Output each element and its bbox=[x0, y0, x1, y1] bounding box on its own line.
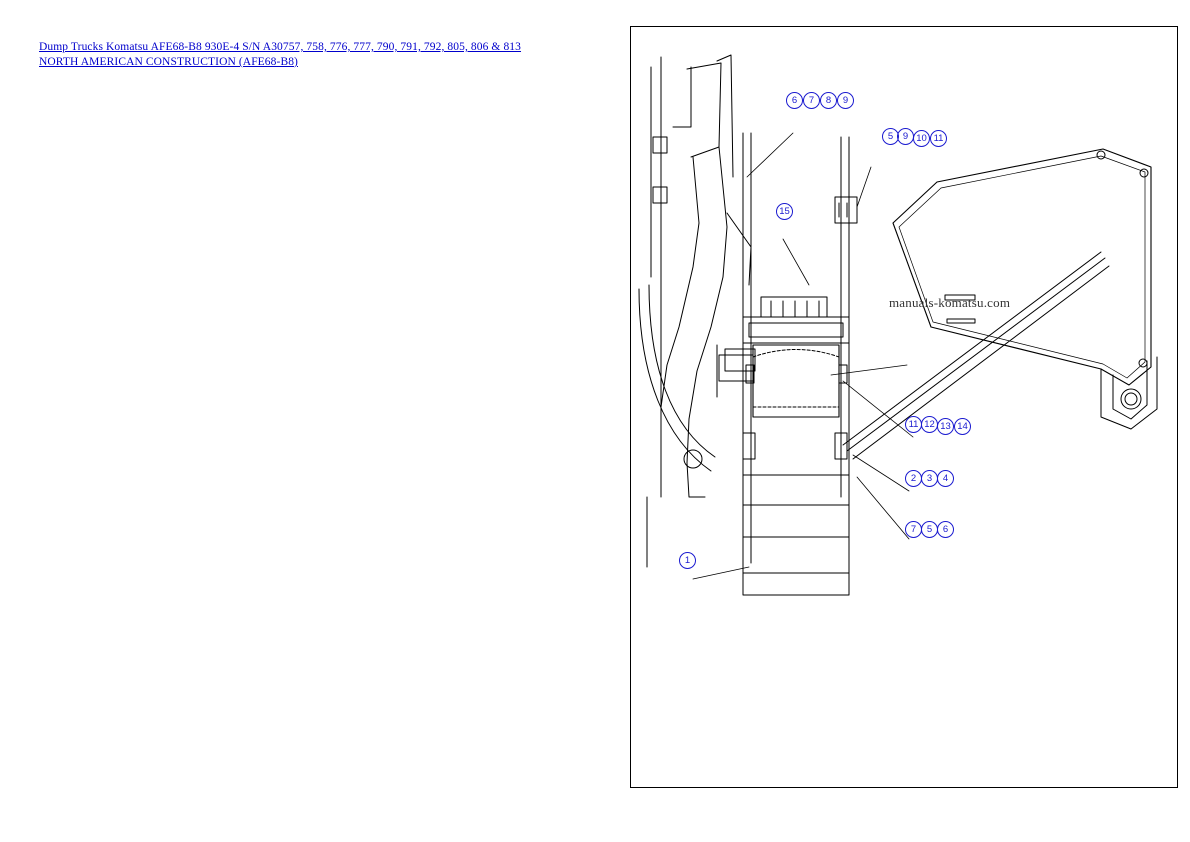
callout-bubble: 5 bbox=[882, 128, 899, 145]
watermark: manuals-komatsu.com bbox=[889, 295, 1011, 310]
left-panel bbox=[39, 20, 559, 430]
callout-bubble: 6 bbox=[937, 521, 954, 538]
callout-bubble: 6 bbox=[786, 92, 803, 109]
callout-bubble: 7 bbox=[803, 92, 820, 109]
callout-bubble: 5 bbox=[921, 521, 938, 538]
callout-bubble: 7 bbox=[905, 521, 922, 538]
callout-bubble: 11 bbox=[930, 130, 947, 147]
callout-bubble: 9 bbox=[837, 92, 854, 109]
document-title-link[interactable]: Dump Trucks Komatsu AFE68-B8 930E-4 S/N A30757, 758, 776, 777, 790, 791, 792, 805, 806 & 813 NORTH AMERICAN CONSTRUCTION (AFE68-B8) bbox=[39, 41, 522, 68]
callout-bubble: 8 bbox=[820, 92, 837, 109]
callout-bubble: 13 bbox=[937, 418, 954, 435]
callout-bubble: 4 bbox=[937, 470, 954, 487]
callout-bubble: 14 bbox=[954, 418, 971, 435]
callout-bubble: 11 bbox=[905, 416, 922, 433]
callout-bubble: 1 bbox=[679, 552, 696, 569]
callout-bubble: 2 bbox=[905, 470, 922, 487]
callout-bubble: 3 bbox=[921, 470, 938, 487]
preview-placeholder bbox=[39, 37, 559, 450]
callout-bubble: 10 bbox=[913, 130, 930, 147]
callout-bubble: 15 bbox=[776, 203, 793, 220]
callout-bubble: 12 bbox=[921, 416, 938, 433]
callout-bubble: 9 bbox=[897, 128, 914, 145]
